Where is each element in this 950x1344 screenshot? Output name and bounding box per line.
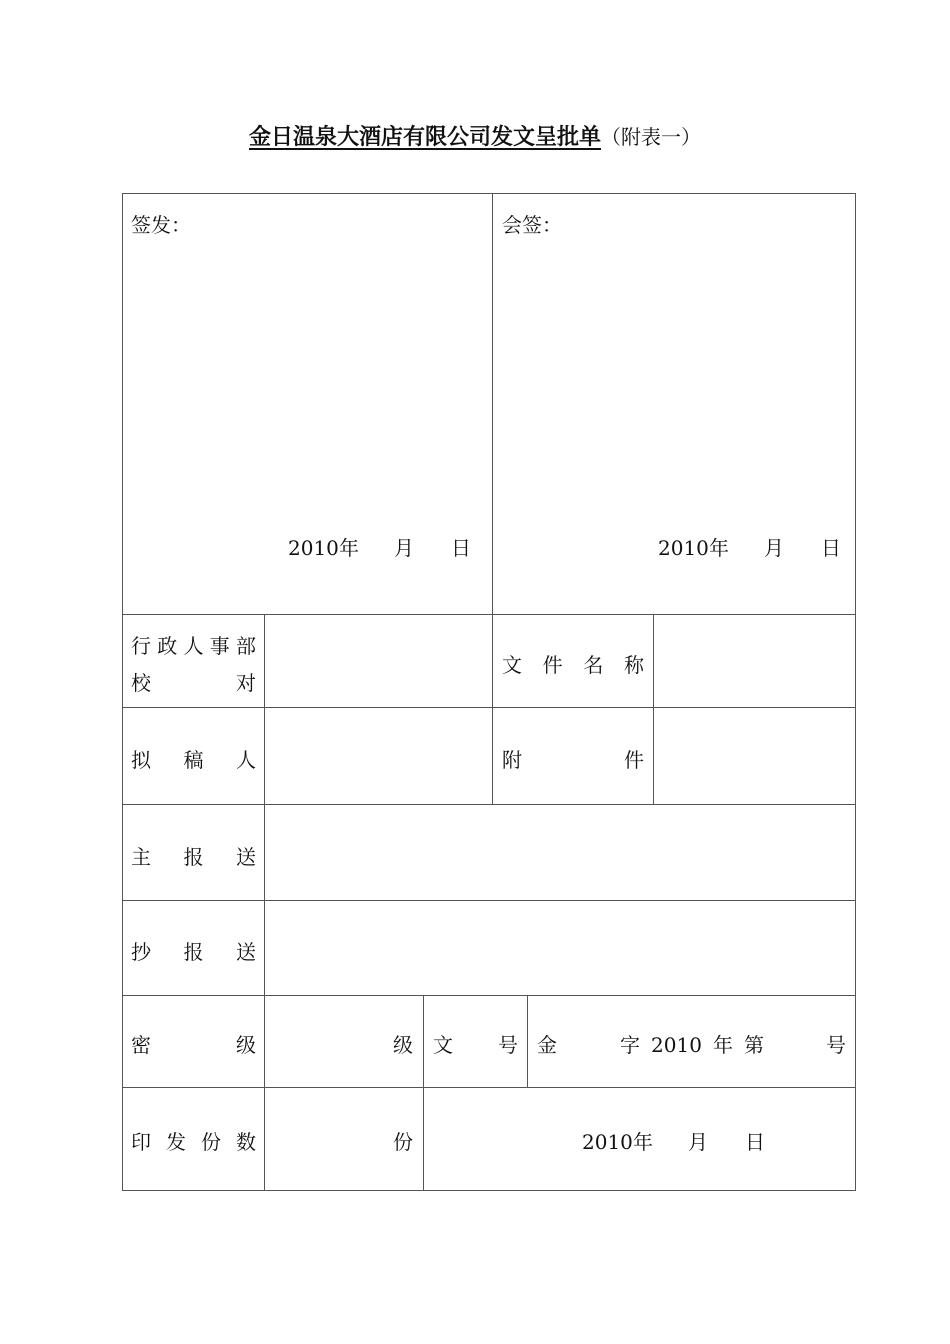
form-title-main: 金日温泉大酒店有限公司发文呈批单	[248, 124, 601, 150]
issue-date-month-char: 月	[688, 1130, 708, 1154]
document-number-body: 字 2010 年 第	[620, 1033, 764, 1057]
copy-send-label: 抄 报 送	[131, 940, 256, 964]
countersign-date-year: 2010	[658, 536, 709, 560]
countersign-date-month-char: 月	[764, 536, 784, 560]
document-number-suffix: 号	[826, 1033, 846, 1057]
sign-date-month-char: 月	[394, 536, 414, 560]
sign-date-year: 2010	[288, 536, 339, 560]
document-number-label: 文 号	[433, 1033, 518, 1057]
proofread-label-line1: 行 政 人 事 部	[131, 634, 256, 658]
secret-level-label: 密 级	[131, 1033, 256, 1057]
form-title	[0, 120, 950, 151]
proofread-label-line2: 校 对	[131, 671, 256, 695]
document-name-label: 文 件 名 称	[502, 653, 644, 677]
countersign-date-year-char: 年	[709, 536, 729, 560]
document-number-prefix: 金	[537, 1033, 557, 1057]
form-title-suffix: （附表一）	[601, 125, 701, 149]
main-send-label: 主 报 送	[131, 845, 256, 869]
sign-label: 签发：	[131, 213, 191, 237]
secret-level-unit: 级	[393, 1033, 413, 1057]
sign-date-day-char: 日	[451, 536, 471, 560]
copies-unit: 份	[393, 1130, 413, 1154]
sign-date-year-char: 年	[339, 536, 359, 560]
attachment-label: 附 件	[502, 748, 644, 772]
issue-date-day-char: 日	[745, 1130, 765, 1154]
countersign-label: 会签：	[502, 213, 562, 237]
issue-date-year-char: 年	[633, 1130, 653, 1154]
issue-date-year: 2010	[582, 1130, 633, 1154]
copies-label: 印 发 份 数	[131, 1130, 256, 1154]
countersign-date-day-char: 日	[821, 536, 841, 560]
drafter-label: 拟 稿 人	[131, 748, 256, 772]
